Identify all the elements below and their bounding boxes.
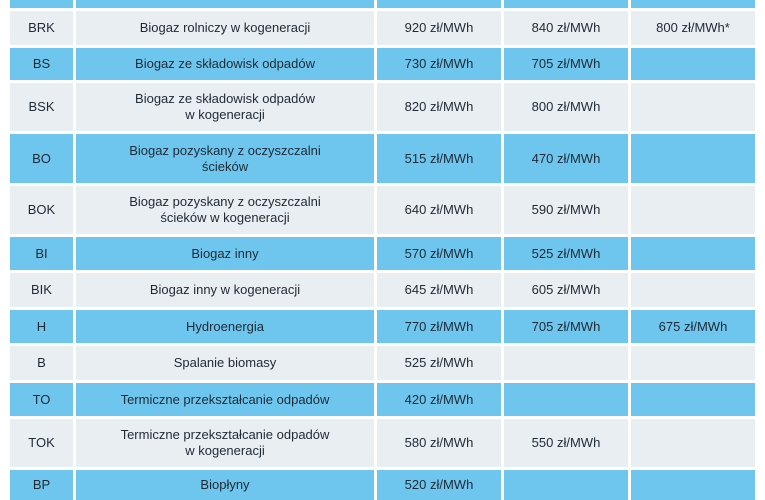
price-cell-2: [504, 346, 628, 380]
table-row: [0, 0, 765, 8]
price-cell-3: [631, 346, 755, 380]
price-cell-1: 640 zł/MWh: [377, 186, 501, 234]
table-row: [0, 83, 765, 131]
code-cell: BS: [10, 48, 73, 80]
price-cell-1: 420 zł/MWh: [377, 383, 501, 416]
table-row: [0, 383, 765, 416]
code-cell: BIK: [10, 273, 73, 307]
name-cell: Spalanie biomasy: [76, 346, 374, 380]
price-cell-2: 550 zł/MWh: [504, 419, 628, 467]
price-cell-1: 730 zł/MWh: [377, 48, 501, 80]
name-cell: Biogaz ze składowisk odpadów w kogeneracji: [76, 83, 374, 131]
table-row: [0, 186, 765, 234]
price-cell-1: 520 zł/MWh: [377, 470, 501, 500]
code-cell: H: [10, 310, 73, 343]
code-cell: TO: [10, 383, 73, 416]
table-row: [0, 310, 765, 343]
code-cell: BO: [10, 134, 73, 183]
price-cell-1: 770 zł/MWh: [377, 310, 501, 343]
price-cell-3: 675 zł/MWh: [631, 310, 755, 343]
price-cell-2: [504, 383, 628, 416]
price-cell-2: 705 zł/MWh: [504, 48, 628, 80]
name-cell: Biogaz rolniczy w kogeneracji: [76, 11, 374, 45]
table-row: [0, 346, 765, 380]
price-cell-3: [631, 237, 755, 270]
price-cell-3: 800 zł/MWh*: [631, 11, 755, 45]
price-cell-2: 470 zł/MWh: [504, 134, 628, 183]
name-cell: Hydroenergia: [76, 310, 374, 343]
price-cell-3: [631, 83, 755, 131]
table-row: [0, 48, 765, 80]
name-cell: Biogaz inny w kogeneracji: [76, 273, 374, 307]
code-cell: [10, 0, 73, 8]
name-cell: Biopłyny: [76, 470, 374, 500]
price-cell-1: 645 zł/MWh: [377, 273, 501, 307]
code-cell: BOK: [10, 186, 73, 234]
price-cell-1: 920 zł/MWh: [377, 11, 501, 45]
name-cell: Biogaz inny: [76, 237, 374, 270]
price-cell-1: 820 zł/MWh: [377, 83, 501, 131]
price-cell-3: [631, 383, 755, 416]
price-cell-3: [631, 419, 755, 467]
table-row: [0, 419, 765, 467]
table-row: [0, 237, 765, 270]
price-cell-3: [631, 186, 755, 234]
name-cell: [76, 0, 374, 8]
price-cell-1: 515 zł/MWh: [377, 134, 501, 183]
code-cell: TOK: [10, 419, 73, 467]
name-cell: Biogaz pozyskany z oczyszczalni ścieków: [76, 134, 374, 183]
name-cell: Termiczne przekształcanie odpadów w kogeneracji: [76, 419, 374, 467]
table-row: [0, 273, 765, 307]
price-cell-2: 590 zł/MWh: [504, 186, 628, 234]
name-cell: Termiczne przekształcanie odpadów: [76, 383, 374, 416]
price-cell-1: 525 zł/MWh: [377, 346, 501, 380]
price-cell-2: 840 zł/MWh: [504, 11, 628, 45]
price-cell-3: [631, 273, 755, 307]
code-cell: BSK: [10, 83, 73, 131]
code-cell: B: [10, 346, 73, 380]
table-row: [0, 134, 765, 183]
table-row: [0, 11, 765, 45]
price-cell-1: 580 zł/MWh: [377, 419, 501, 467]
price-cell-3: [631, 48, 755, 80]
name-cell: Biogaz pozyskany z oczyszczalni ścieków w kogeneracji: [76, 186, 374, 234]
code-cell: BP: [10, 470, 73, 500]
price-cell-2: 800 zł/MWh: [504, 83, 628, 131]
price-cell-1: 570 zł/MWh: [377, 237, 501, 270]
price-cell-2: 605 zł/MWh: [504, 273, 628, 307]
name-cell: Biogaz ze składowisk odpadów: [76, 48, 374, 80]
price-cell-3: [631, 0, 755, 8]
price-cell-3: [631, 134, 755, 183]
code-cell: BRK: [10, 11, 73, 45]
price-cell-2: 525 zł/MWh: [504, 237, 628, 270]
price-cell-1: [377, 0, 501, 8]
code-cell: BI: [10, 237, 73, 270]
price-cell-2: [504, 0, 628, 8]
price-cell-2: 705 zł/MWh: [504, 310, 628, 343]
